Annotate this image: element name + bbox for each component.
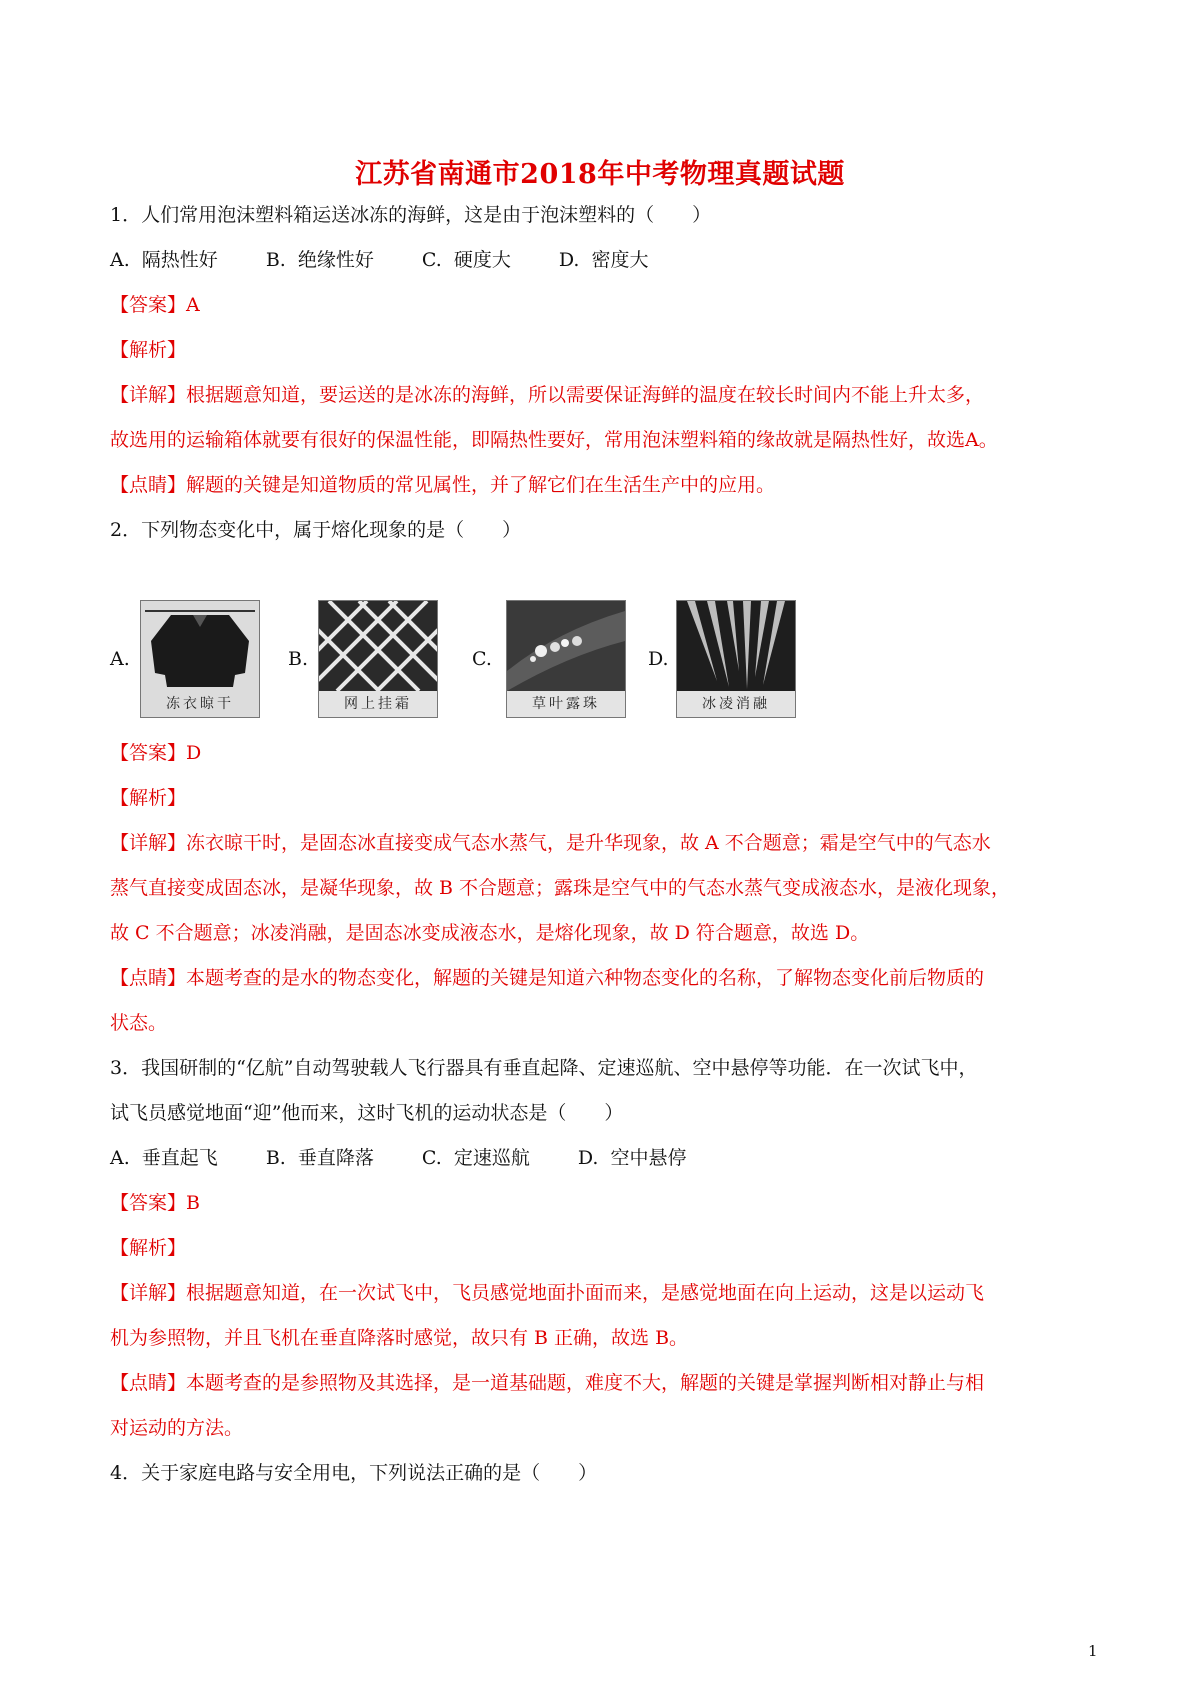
q1-option-d: D. 密度大 <box>558 249 649 271</box>
question-3-stem-line-2: 试飞员感觉地面“迎”他而来，这时飞机的运动状态是（ ） <box>110 1102 624 1124</box>
q1-analysis-label: 【解析】 <box>110 339 187 361</box>
q2-comment-line-1: 【点睛】本题考查的是水的物态变化，解题的关键是知道六种物态变化的名称，了解物态变化前后物质的 <box>110 967 985 989</box>
q2-option-d-letter: D. <box>648 648 669 670</box>
q3-option-d: D. 空中悬停 <box>577 1147 687 1169</box>
q3-option-a: A. 垂直起飞 <box>110 1147 218 1169</box>
q2-comment-line-2: 状态。 <box>110 1012 168 1034</box>
q2-option-a-caption: 冻衣晾干 <box>166 696 234 712</box>
q3-option-c: C. 定速巡航 <box>421 1147 530 1169</box>
q1-comment: 【点睛】解题的关键是知道物质的常见属性，并了解它们在生活生产中的应用。 <box>110 474 776 496</box>
page-number: 1 <box>1088 1642 1098 1660</box>
q3-detail-line-1: 【详解】根据题意知道，在一次试飞中，飞员感觉地面扑面而来，是感觉地面在向上运动，这是以运动飞 <box>110 1282 985 1304</box>
q2-detail-line-3: 故 C 不合题意；冰凌消融，是固态冰变成液态水，是熔化现象，故 D 符合题意，故选 D。 <box>110 922 870 944</box>
question-4-stem: 4．关于家庭电路与安全用电，下列说法正确的是（ ） <box>110 1462 598 1484</box>
question-1-options <box>110 247 1100 273</box>
frozen-clothes-image <box>140 600 260 718</box>
q1-answer: 【答案】A <box>110 294 200 316</box>
page-title: 江苏省南通市2018年中考物理真题试题 <box>355 159 845 190</box>
dewdrops-on-grass-image <box>506 600 626 718</box>
q3-analysis-label: 【解析】 <box>110 1237 187 1259</box>
q2-option-c-letter: C. <box>472 648 492 670</box>
q1-detail-line-1: 【详解】根据题意知道，要运送的是冰冻的海鲜，所以需要保证海鲜的温度在较长时间内不能上升太多， <box>110 384 985 406</box>
melting-icicles-image <box>676 600 796 718</box>
q1-option-c: C. 硬度大 <box>421 249 511 271</box>
q3-option-b: B. 垂直降落 <box>265 1147 374 1169</box>
q1-option-a: A. 隔热性好 <box>110 249 218 271</box>
q2-option-d-caption: 冰凌消融 <box>702 696 770 712</box>
q3-answer: 【答案】B <box>110 1192 200 1214</box>
frosted-net-image <box>318 600 438 718</box>
q2-detail-line-1: 【详解】冻衣晾干时，是固态冰直接变成气态水蒸气，是升华现象，故 A 不合题意；霜是空气中的气态水 <box>110 832 991 854</box>
q3-comment-line-1: 【点睛】本题考查的是参照物及其选择，是一道基础题，难度不大，解题的关键是掌握判断相对静止与相 <box>110 1372 985 1394</box>
q1-detail-line-2: 故选用的运输箱体就要有很好的保温性能，即隔热性要好，常用泡沫塑料箱的缘故就是隔热性好，故选A。 <box>110 429 998 451</box>
q3-comment-line-2: 对运动的方法。 <box>110 1417 244 1439</box>
q2-detail-line-2: 蒸气直接变成固态冰，是凝华现象，故 B 不合题意；露珠是空气中的气态水蒸气变成液态水，是液化现象， <box>110 877 1011 899</box>
q2-option-c-caption: 草叶露珠 <box>532 696 600 712</box>
q2-image-options <box>110 600 910 720</box>
q2-option-b-letter: B. <box>288 648 309 670</box>
q2-analysis-label: 【解析】 <box>110 787 187 809</box>
q2-option-a-letter: A. <box>110 648 130 670</box>
question-3-stem-line-1: 3．我国研制的“亿航”自动驾驶载人飞行器具有垂直起降、定速巡航、空中悬停等功能．在一次试飞中， <box>110 1057 978 1079</box>
q2-option-b-caption: 网上挂霜 <box>344 696 412 712</box>
question-3-options <box>110 1145 1100 1171</box>
question-2-stem: 2．下列物态变化中，属于熔化现象的是（ ） <box>110 519 522 541</box>
q1-option-b: B. 绝缘性好 <box>265 249 374 271</box>
q3-detail-line-2: 机为参照物，并且飞机在垂直降落时感觉，故只有 B 正确，故选 B。 <box>110 1327 689 1349</box>
q2-answer: 【答案】D <box>110 742 202 764</box>
question-1-stem: 1．人们常用泡沫塑料箱运送冰冻的海鲜，这是由于泡沫塑料的（ ） <box>110 204 712 226</box>
